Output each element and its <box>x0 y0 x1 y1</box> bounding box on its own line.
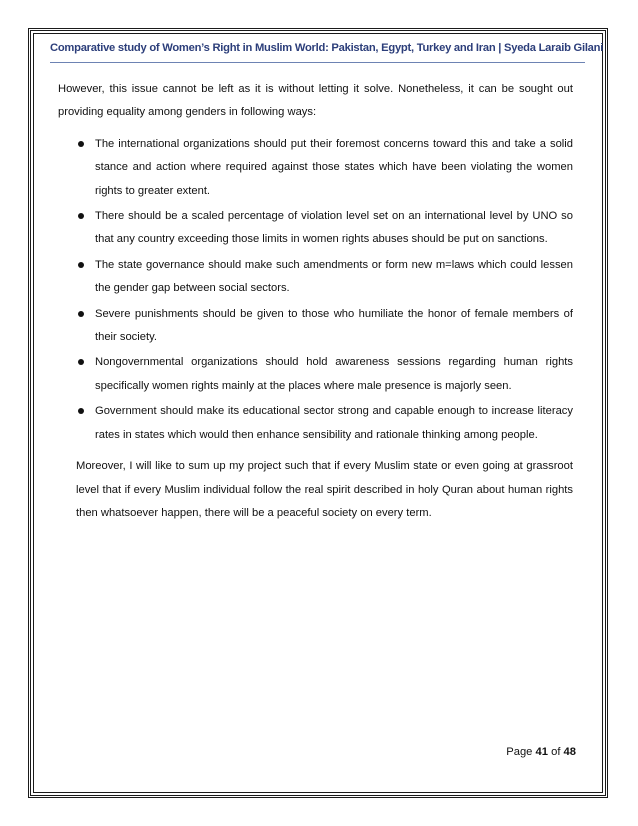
current-page: 41 <box>535 746 548 758</box>
bullet-icon <box>78 141 84 147</box>
of-label: of <box>551 746 561 758</box>
list-item <box>58 205 573 252</box>
list-item-text: The international organizations should put their foremost concerns toward this and take a solid stance and action where required against those states which have been violating the women rights to greater extent. <box>95 137 573 197</box>
page-label: Page <box>506 746 533 758</box>
list-item-text: There should be a scaled percentage of violation level set on an international level by UNO so that any country exceeding those limits in women rights abuses should be put on sanctions. <box>95 210 573 246</box>
document-body <box>58 78 573 525</box>
list-item <box>58 254 573 301</box>
list-item <box>58 351 573 398</box>
conclusion-paragraph: Moreover, I will like to sum up my project such that if every Muslim state or even going at grassroot level that if every Muslim individual follow the real spirit described in holy Quran about human rights then whatsoever happen, there will be a peaceful society on every term. <box>76 460 573 519</box>
list-item-text: Government should make its educational sector strong and capable enough to increase literacy rates in states which would then enhance sensibility and rationale thinking among people. <box>95 405 573 441</box>
intro-paragraph: However, this issue cannot be left as it is without letting it solve. Nonetheless, it can be sought out providing equality among genders in following ways: <box>58 83 573 119</box>
header-divider <box>50 62 585 63</box>
page-number <box>506 746 576 758</box>
bullet-icon <box>78 408 84 414</box>
list-item-text: The state governance should make such amendments or form new m=laws which could lessen the gender gap between social sectors. <box>95 258 573 295</box>
bullet-icon <box>78 359 84 365</box>
bullet-icon <box>78 262 84 268</box>
list-item-text: Nongovernmental organizations should hold awareness sessions regarding human rights specifically women rights mainly at the places where male presence is majorly seen. <box>95 356 573 392</box>
list-item <box>58 303 573 350</box>
bullet-icon <box>78 311 84 317</box>
total-pages: 48 <box>563 746 576 758</box>
list-item <box>58 400 573 447</box>
running-header: Comparative study of Women’s Right in Muslim World: Pakistan, Egypt, Turkey and Iran | Syeda Laraib Gilani <box>50 42 604 54</box>
list-item <box>58 133 573 203</box>
list-item-text: Severe punishments should be given to those who humiliate the honor of female members of their society. <box>95 307 573 344</box>
recommendations-list <box>58 133 573 447</box>
bullet-icon <box>78 213 84 219</box>
